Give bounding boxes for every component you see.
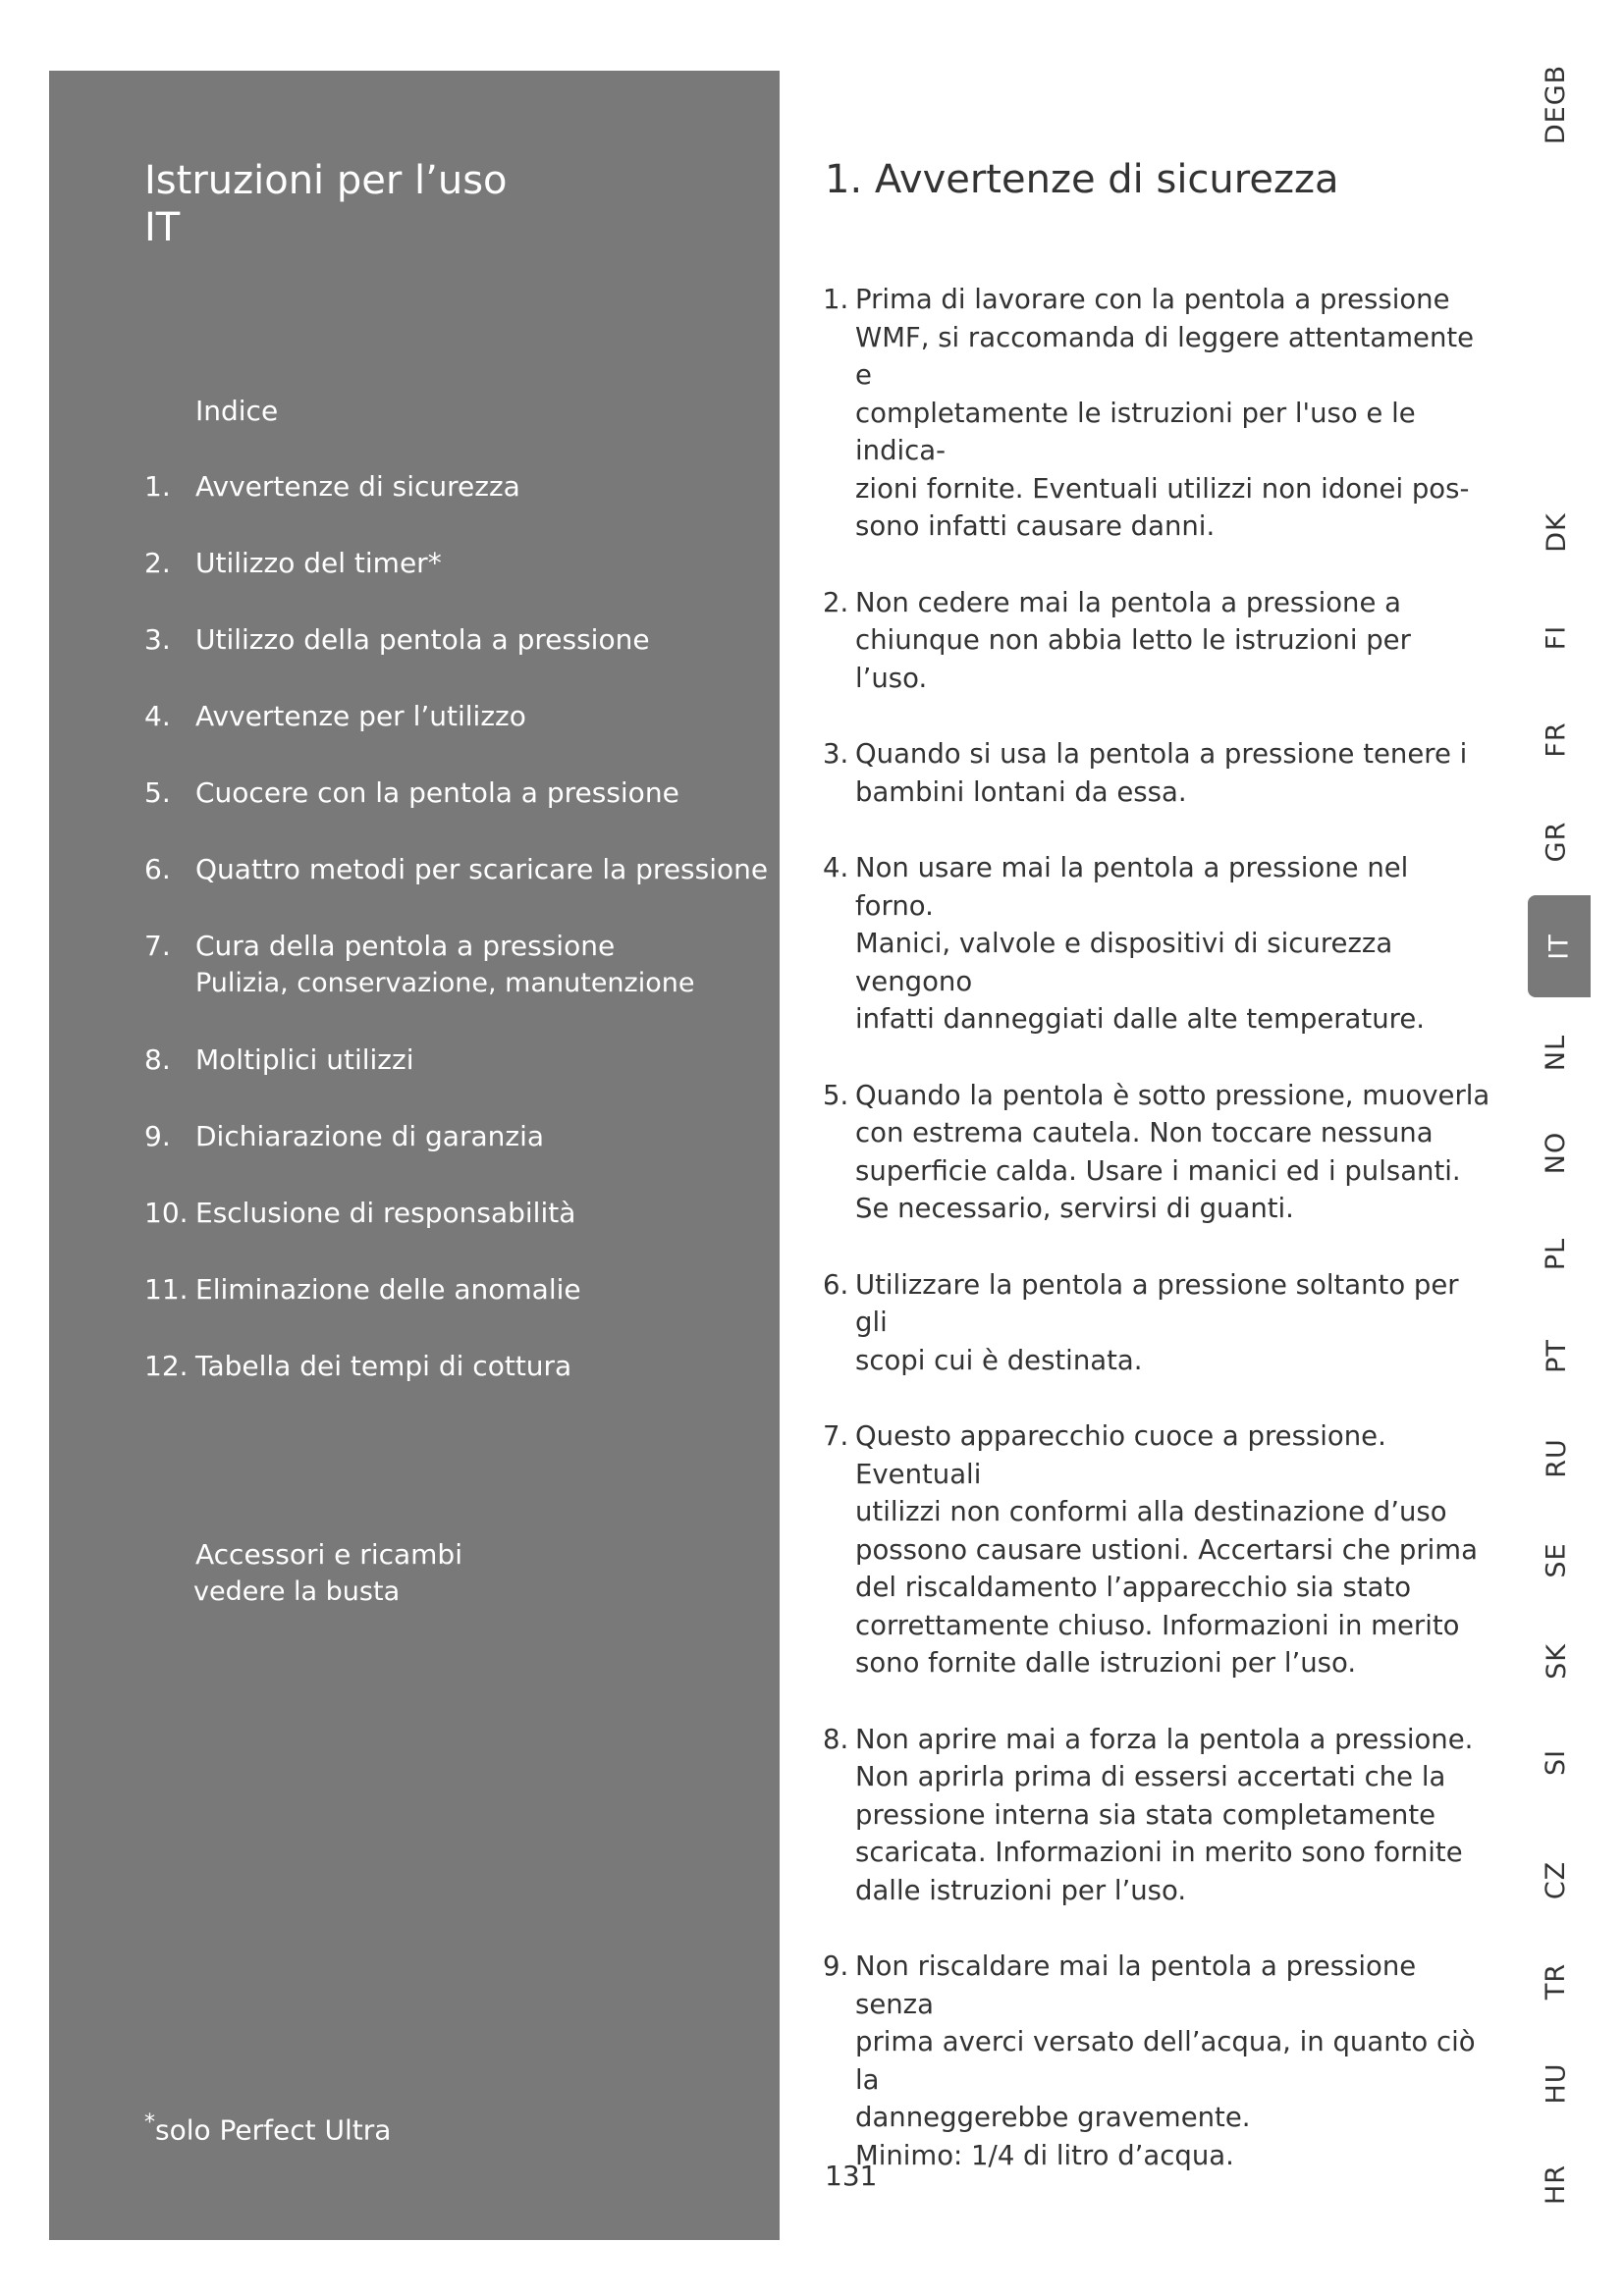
toc-item-number: 5.: [144, 776, 171, 809]
language-tab-label: FR: [1541, 721, 1572, 758]
toc-item-label: Cura della pentola a pressione: [195, 930, 616, 962]
language-tab-gr[interactable]: [1522, 797, 1591, 885]
safety-warnings-list: [823, 281, 1490, 2213]
accessories-subtitle: vedere la busta: [193, 1576, 401, 1607]
document-title: [144, 157, 508, 251]
language-tab-fr[interactable]: [1522, 695, 1591, 783]
item-number: 3.: [823, 738, 849, 770]
language-tab-label: IT: [1543, 933, 1575, 960]
section-title: 1. Avvertenze di sicurezza: [825, 157, 1339, 202]
language-tab-label: DK: [1541, 511, 1572, 553]
item-number: 5.: [823, 1079, 849, 1111]
language-tab-cz[interactable]: [1522, 1836, 1591, 1924]
language-tab-label: HU: [1541, 2061, 1572, 2105]
language-tab-label: NL: [1541, 1034, 1572, 1071]
language-tab-label: TR: [1541, 1962, 1572, 2000]
language-tab-label: FI: [1541, 624, 1572, 650]
item-text: Prima di lavorare con la pentola a pressione WMF, si raccomanda di leggere attentamente e completamente le istruzioni per l'uso e le indica- zioni fornite. Eventuali utilizzi non idonei pos- sono infatti causare danni.: [855, 284, 1475, 542]
accessories-title: Accessori e ricambi: [195, 1538, 462, 1571]
toc-item-number: 4.: [144, 700, 171, 732]
language-tab-label: RU: [1541, 1437, 1572, 1478]
toc-item-label: Eliminazione delle anomalie: [195, 1273, 581, 1306]
list-item: [823, 281, 1490, 546]
language-tab-si[interactable]: [1522, 1718, 1591, 1806]
list-item: [823, 1417, 1490, 1682]
toc-item-number: 1.: [144, 470, 171, 503]
language-tab-tr[interactable]: [1522, 1937, 1591, 2025]
language-tab-label: SE: [1541, 1541, 1572, 1578]
toc-item-number: 12.: [144, 1350, 189, 1382]
toc-item[interactable]: [144, 1348, 773, 1424]
toc-item-label: Cuocere con la pentola a pressione: [195, 776, 679, 809]
item-number: 8.: [823, 1723, 849, 1755]
item-text: Questo apparecchio cuoce a pressione. Eventuali utilizzi non conformi alla destinazione d’uso possono causare ustioni. Accertarsi che prima del riscaldamento l’apparecchio sia stato correttamente chiuso. Informazioni in merito sono fornite dalle istruzioni per l’uso.: [855, 1420, 1478, 1679]
item-number: 4.: [823, 852, 849, 883]
language-tab-ru[interactable]: [1522, 1414, 1591, 1502]
item-number: 6.: [823, 1268, 849, 1301]
toc-item-label: Esclusione di responsabilità: [195, 1197, 576, 1229]
item-text: Non aprire mai a forza la pentola a pressione. Non aprirla prima di essersi accertati che la pressione interna sia stata completamente scaricata. Informazioni in merito sono fornite dalle istruzioni per l’uso.: [855, 1723, 1474, 1906]
title-text: Istruzioni per l’uso: [144, 158, 508, 203]
item-text: Non usare mai la pentola a pressione nel forno. Manici, valvole e dispositivi di sicurezza vengono infatti danneggiati dalle alte temperature.: [855, 852, 1425, 1035]
toc-item-number: 9.: [144, 1120, 171, 1152]
toc-item-number: 6.: [144, 853, 171, 885]
title-lang-code: IT: [144, 205, 181, 250]
language-tab-pt[interactable]: [1522, 1311, 1591, 1400]
toc-item-label: Quattro metodi per scaricare la pressione: [195, 853, 769, 885]
item-text: Quando si usa la pentola a pressione tenere i bambini lontani da essa.: [855, 738, 1468, 808]
toc-item-label: Avvertenze per l’utilizzo: [195, 700, 526, 732]
accessories-note: [195, 1536, 462, 1611]
language-tab-label: CZ: [1541, 1860, 1572, 1899]
language-tab-degb[interactable]: [1522, 57, 1591, 151]
toc-item-number: 8.: [144, 1043, 171, 1076]
toc-item-number: 3.: [144, 623, 171, 656]
language-tab-label: NO: [1541, 1131, 1572, 1174]
list-item: [823, 735, 1490, 811]
toc-item[interactable]: [144, 468, 773, 545]
list-item: [823, 1721, 1490, 1910]
item-text: Quando la pentola è sotto pressione, muoverla con estrema cautela. Non toccare nessuna superficie calda. Usare i manici ed i pulsanti. Se necessario, servirsi di guanti.: [855, 1079, 1490, 1224]
toc-item-label: Utilizzo del timer*: [195, 547, 442, 579]
item-number: 2.: [823, 586, 849, 618]
language-tab-label: SI: [1541, 1748, 1572, 1776]
toc-item[interactable]: [144, 1118, 773, 1195]
language-tab-label: PT: [1541, 1338, 1572, 1373]
toc-item[interactable]: [144, 621, 773, 698]
toc-item-label: Tabella dei tempi di cottura: [195, 1350, 572, 1382]
language-tab-pl[interactable]: [1522, 1209, 1591, 1298]
language-tab-it[interactable]: [1528, 895, 1591, 997]
toc-heading: Indice: [195, 395, 279, 427]
item-text: Utilizzare la pentola a pressione soltanto per gli scopi cui è destinata.: [855, 1268, 1459, 1376]
list-item: [823, 1077, 1490, 1228]
item-number: 7.: [823, 1420, 849, 1452]
toc-item-label: Moltiplici utilizzi: [195, 1043, 414, 1076]
language-tab-label: SK: [1541, 1642, 1572, 1680]
item-number: 9.: [823, 1950, 849, 1982]
language-tab-sk[interactable]: [1522, 1617, 1591, 1705]
language-tab-se[interactable]: [1522, 1516, 1591, 1604]
language-tab-label: HR: [1541, 2163, 1572, 2205]
toc-item-number: 7.: [144, 930, 171, 962]
list-item: [823, 584, 1490, 698]
toc-item[interactable]: [144, 1041, 773, 1118]
table-of-contents: [144, 468, 773, 1424]
item-number: 1.: [823, 284, 849, 315]
language-tab-nl[interactable]: [1522, 1008, 1591, 1096]
toc-item-number: 10.: [144, 1197, 189, 1229]
language-tab-fi[interactable]: [1522, 593, 1591, 681]
toc-item[interactable]: [144, 928, 773, 1041]
footnote: [144, 2110, 391, 2146]
language-tab-hr[interactable]: [1522, 2140, 1591, 2228]
page-number: 131: [825, 2160, 878, 2192]
language-tab-hu[interactable]: [1522, 2039, 1591, 2127]
item-text: Non cedere mai la pentola a pressione a chiunque non abbia letto le istruzioni per l’uso.: [855, 586, 1411, 694]
language-tab-no[interactable]: [1522, 1108, 1591, 1197]
list-item: [823, 849, 1490, 1039]
sidebar-panel: [49, 71, 780, 2240]
toc-item[interactable]: [144, 1195, 773, 1271]
language-tab-label: GR: [1541, 821, 1572, 862]
footnote-mark: *: [144, 2110, 155, 2135]
language-tab-label: DEGB: [1541, 64, 1572, 144]
footnote-text: solo Perfect Ultra: [155, 2113, 392, 2147]
toc-item[interactable]: [144, 1271, 773, 1348]
list-item: [823, 1266, 1490, 1380]
toc-item-number: 2.: [144, 547, 171, 579]
language-tab-dk[interactable]: [1522, 488, 1591, 576]
toc-item[interactable]: [144, 545, 773, 621]
toc-item-label: Dichiarazione di garanzia: [195, 1120, 545, 1152]
language-tab-label: PL: [1541, 1237, 1572, 1270]
toc-item-sublabel: Pulizia, conservazione, manutenzione: [195, 968, 695, 998]
toc-item-number: 11.: [144, 1273, 189, 1306]
list-item: [823, 1948, 1490, 2174]
toc-item-label: Utilizzo della pentola a pressione: [195, 623, 650, 656]
toc-item-label: Avvertenze di sicurezza: [195, 470, 520, 503]
toc-item[interactable]: [144, 851, 773, 928]
toc-item[interactable]: [144, 698, 773, 774]
item-text: Non riscaldare mai la pentola a pressione senza prima averci versato dell’acqua, in quanto ciò la danneggerebbe gravemente. Minimo: 1/4 di litro d’acqua.: [855, 1950, 1476, 2171]
toc-item[interactable]: [144, 774, 773, 851]
